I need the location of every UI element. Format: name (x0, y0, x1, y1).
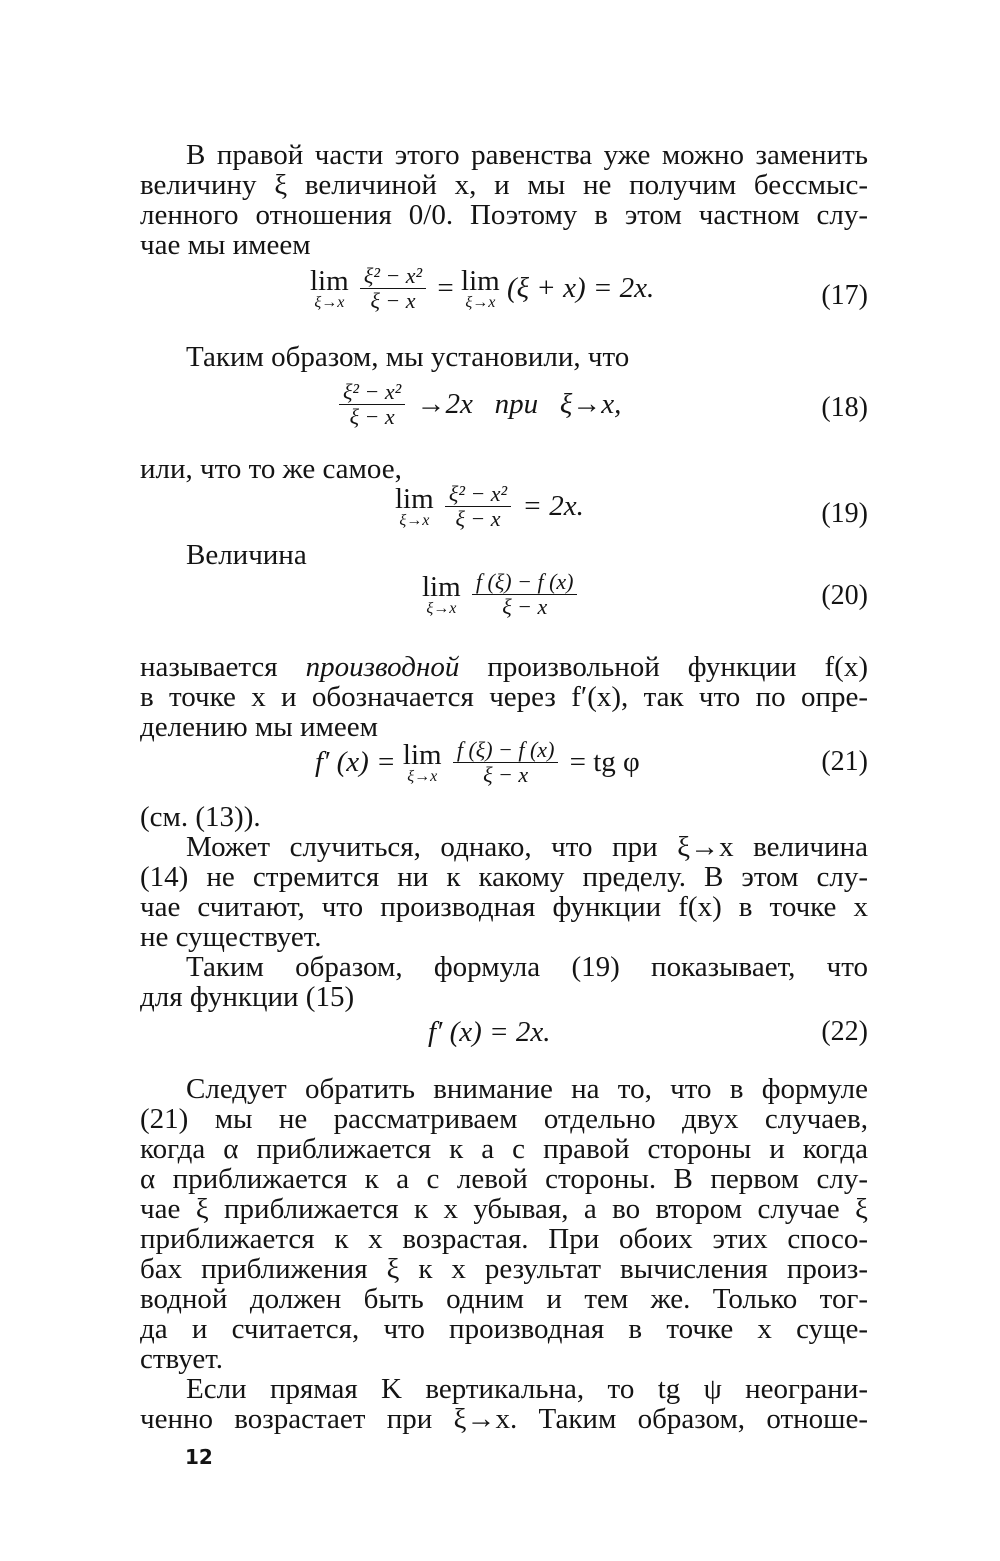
equation-18: $\frac{\text{ξ² − x²}}{\xi - x}$ →2x при ξ→x, (18) (140, 372, 868, 454)
text-line: или, что то же самое, (140, 453, 402, 485)
limit-operator: lim ξ→x (402, 738, 442, 785)
equation-17: lim ξ→x $\frac{\text{ξ² − x²}}{\xi - x}$ = lim ξ→x (ξ + x) = 2x. (17) (310, 263, 868, 313)
equation-20 (140, 570, 868, 652)
limit-operator: lim ξ→x (310, 264, 349, 311)
equation-number: (18) (821, 392, 868, 423)
fraction: $\frac{\text{ξ² − x²}}{\xi - x}$ (445, 482, 511, 531)
text-line: α приближается к a с левой стороны. В первом слу- (140, 1163, 868, 1195)
fraction: $\frac{\text{ξ² − x²}}{\xi - x}$ (339, 380, 405, 429)
equation-number: (20) (821, 580, 868, 611)
text-line: чае мы имеем (140, 229, 311, 261)
text-line: да и считается, что производная в точке x суще- (140, 1313, 868, 1345)
equation-21: f′ (x) = lim ξ→x $\frac{f (\xi) - f (x)}{\xi - x}$ = tg φ (21) (315, 737, 868, 787)
text-line: В правой части этого равенства уже можно заменить (186, 139, 868, 171)
text-line: Если прямая K вертикальна, то tg ψ неограни- (186, 1373, 868, 1405)
text-line: водной должен быть одним и тем же. Только тог- (140, 1283, 868, 1315)
text-line: Может случиться, однако, что при ξ→x величина (186, 831, 868, 863)
fraction: $\frac{f (\xi) - f (x)}{\xi - x}$ (472, 570, 578, 619)
text-line: Таким образом, формула (19) показывает, что (186, 951, 868, 983)
limit-operator: lim ξ→x (461, 264, 500, 311)
equation-number: (21) (821, 746, 868, 777)
fraction: $\frac{\text{ξ² − x²}}{\xi - x}$ (360, 264, 426, 313)
text-line: (см. (13)). (140, 801, 261, 833)
text-line: (21) мы не рассматриваем отдельно двух случаев, (140, 1103, 868, 1135)
text-line: Величина (186, 539, 307, 571)
limit-operator: lim ξ→x (395, 482, 434, 529)
text-line: ствует. (140, 1343, 223, 1375)
equation-22: f′ (x) = 2x. (22) (428, 1016, 868, 1048)
text-line: ленного отношения 0/0. Поэтому в этом частном слу- (140, 199, 868, 231)
fraction: $\frac{f (\xi) - f (x)}{\xi - x}$ (453, 738, 559, 787)
equation-number: (19) (821, 498, 868, 529)
text-line: бах приближения ξ к x результат вычисления произ- (140, 1253, 868, 1285)
equation-number: (22) (821, 1016, 868, 1047)
page-number: 12 (185, 1445, 213, 1469)
page-body (140, 132, 868, 1434)
text-line: для функции (15) (140, 981, 355, 1013)
text-line: делению мы имеем (140, 711, 378, 743)
equation-number: (17) (821, 280, 868, 311)
text-line: называется производной произвольной функции f(x) (140, 651, 868, 683)
text-line: Таким образом, мы установили, что (186, 341, 630, 373)
text-line: не существует. (140, 921, 322, 953)
text-line: когда α приближается к a с правой стороны и когда (140, 1133, 868, 1165)
emphasis-term: производной (305, 651, 460, 683)
text-line: в точке x и обозначается через f′(x), так что по опре- (140, 681, 868, 713)
text-line: ченно возрастает при ξ→x. Таким образом, отноше- (140, 1403, 868, 1435)
limit-operator: lim ξ→x (422, 570, 461, 617)
text-line: величину ξ величиной x, и мы не получим бессмыс- (140, 169, 868, 201)
text-line: Следует обратить внимание на то, что в формуле (186, 1073, 868, 1105)
text-line: чае ξ приближается к x убывая, а во втором случае ξ (140, 1193, 868, 1225)
text-line: (14) не стремится ни к какому пределу. В этом слу- (140, 861, 868, 893)
text-line: чае считают, что производная функции f(x) в точке x (140, 891, 868, 923)
text-line: приближается к x возрастая. При обоих этих спосо- (140, 1223, 868, 1255)
equation-19: lim ξ→x $\frac{\text{ξ² − x²}}{\xi - x}$ = 2x. (19) (395, 481, 868, 531)
